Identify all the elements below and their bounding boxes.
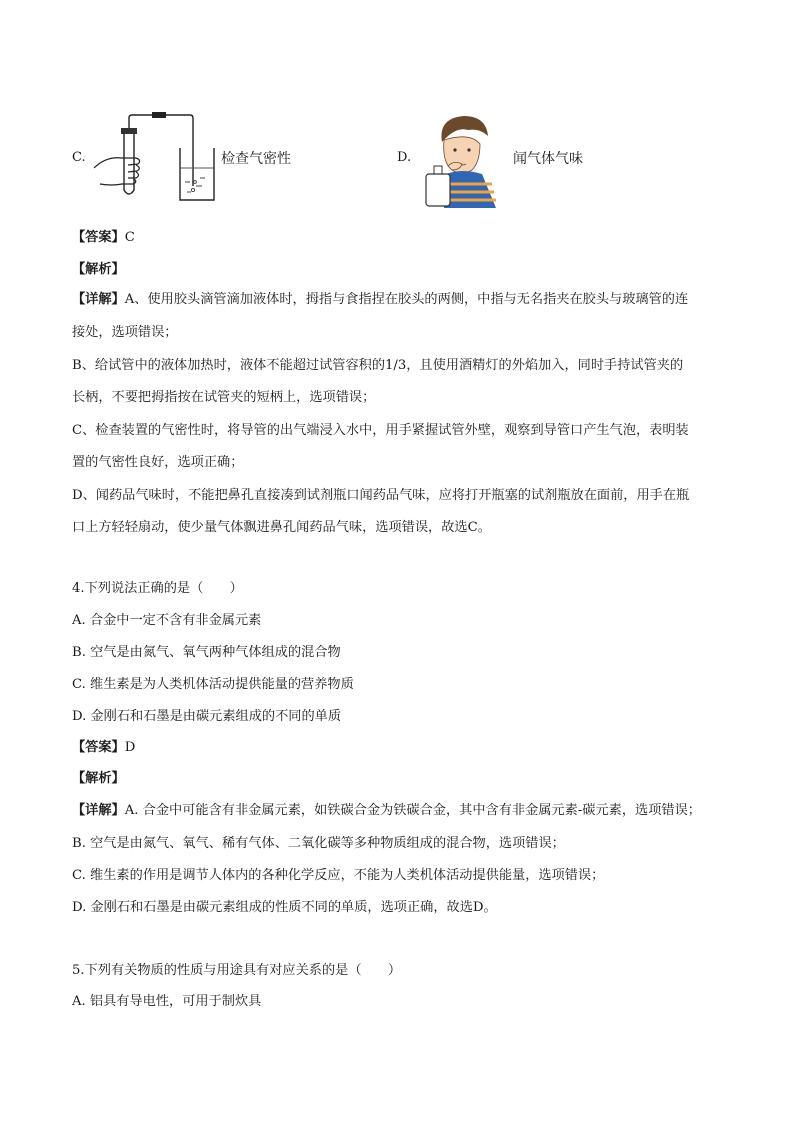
option-d-caption: 闻气体气味	[513, 151, 583, 167]
q4-option-c: C. 维生素是为人类机体活动提供能量的营养物质	[72, 677, 354, 692]
q4-stem: 4.下列说法正确的是（ ）	[72, 581, 243, 596]
q4-analysis-tag: 【解析】	[72, 771, 125, 786]
q3-analysis-tag: 【解析】	[72, 262, 125, 277]
q3-detail-line: 置的气密性良好，选项正确；	[72, 455, 244, 470]
q4-option-b: B. 空气是由氮气、氧气两种气体组成的混合物	[72, 645, 341, 660]
q4-detail-line: 【详解】A. 合金中可能含有非金属元素，如铁碳合金为铁碳合金，其中含有非金属元素-碳元素，选项错误；	[72, 803, 701, 818]
option-d-label: D.	[397, 150, 412, 165]
q3-detail-line: B、给试管中的液体加热时，液体不能超过试管容积的1/3，且使用酒精灯的外焰加入，同时手持试管夹的	[72, 358, 684, 373]
q5-option-a: A. 铝具有导电性，可用于制炊具	[72, 994, 262, 1009]
q3-detail-line: D、闻药品气味时，不能把鼻孔直接凑到试剂瓶口闻药品气味，应将打开瓶塞的试剂瓶放在面前，用手在瓶	[72, 488, 690, 503]
q3-answer: 【答案】C	[72, 230, 135, 245]
q3-detail-line: 【详解】A、使用胶头滴管滴加液体时，拇指与食指捏在胶头的两侧，中指与无名指夹在胶头与玻璃管的连	[72, 292, 689, 307]
option-c-label: C.	[72, 150, 86, 165]
option-c-caption: 检查气密性	[221, 151, 291, 167]
q4-detail-line: D. 金刚石和石墨是由碳元素组成的性质不同的单质，选项正确，故选D。	[72, 900, 497, 915]
q3-detail-line: C、检查装置的气密性时，将导管的出气端浸入水中，用手紧握试管外壁，观察到导管口产生气泡，表明装	[72, 423, 689, 438]
q3-detail-line: 口上方轻轻扇动，使少量气体飘进鼻孔闻药品气味，选项错误，故选C。	[72, 520, 491, 535]
q4-option-d: D. 金刚石和石墨是由碳元素组成的不同的单质	[72, 709, 342, 724]
q4-detail-line: C. 维生素的作用是调节人体内的各种化学反应，不能为人类机体活动提供能量，选项错误；	[72, 868, 605, 883]
q3-detail-line: 长柄，不要把拇指按在试管夹的短柄上，选项错误；	[72, 390, 376, 405]
smelling-gas-illustration	[422, 112, 506, 208]
q4-option-a: A. 合金中一定不含有非金属元素	[72, 613, 262, 628]
q4-detail-line: B. 空气是由氮气、氧气、稀有气体、二氧化碳等多种物质组成的混合物，选项错误；	[72, 836, 565, 851]
q3-detail-line: 接处，选项错误；	[72, 325, 178, 340]
airtightness-check-illustration	[92, 112, 220, 204]
q4-answer: 【答案】D	[72, 740, 136, 755]
q5-stem: 5.下列有关物质的性质与用途具有对应关系的是（ ）	[72, 963, 402, 978]
